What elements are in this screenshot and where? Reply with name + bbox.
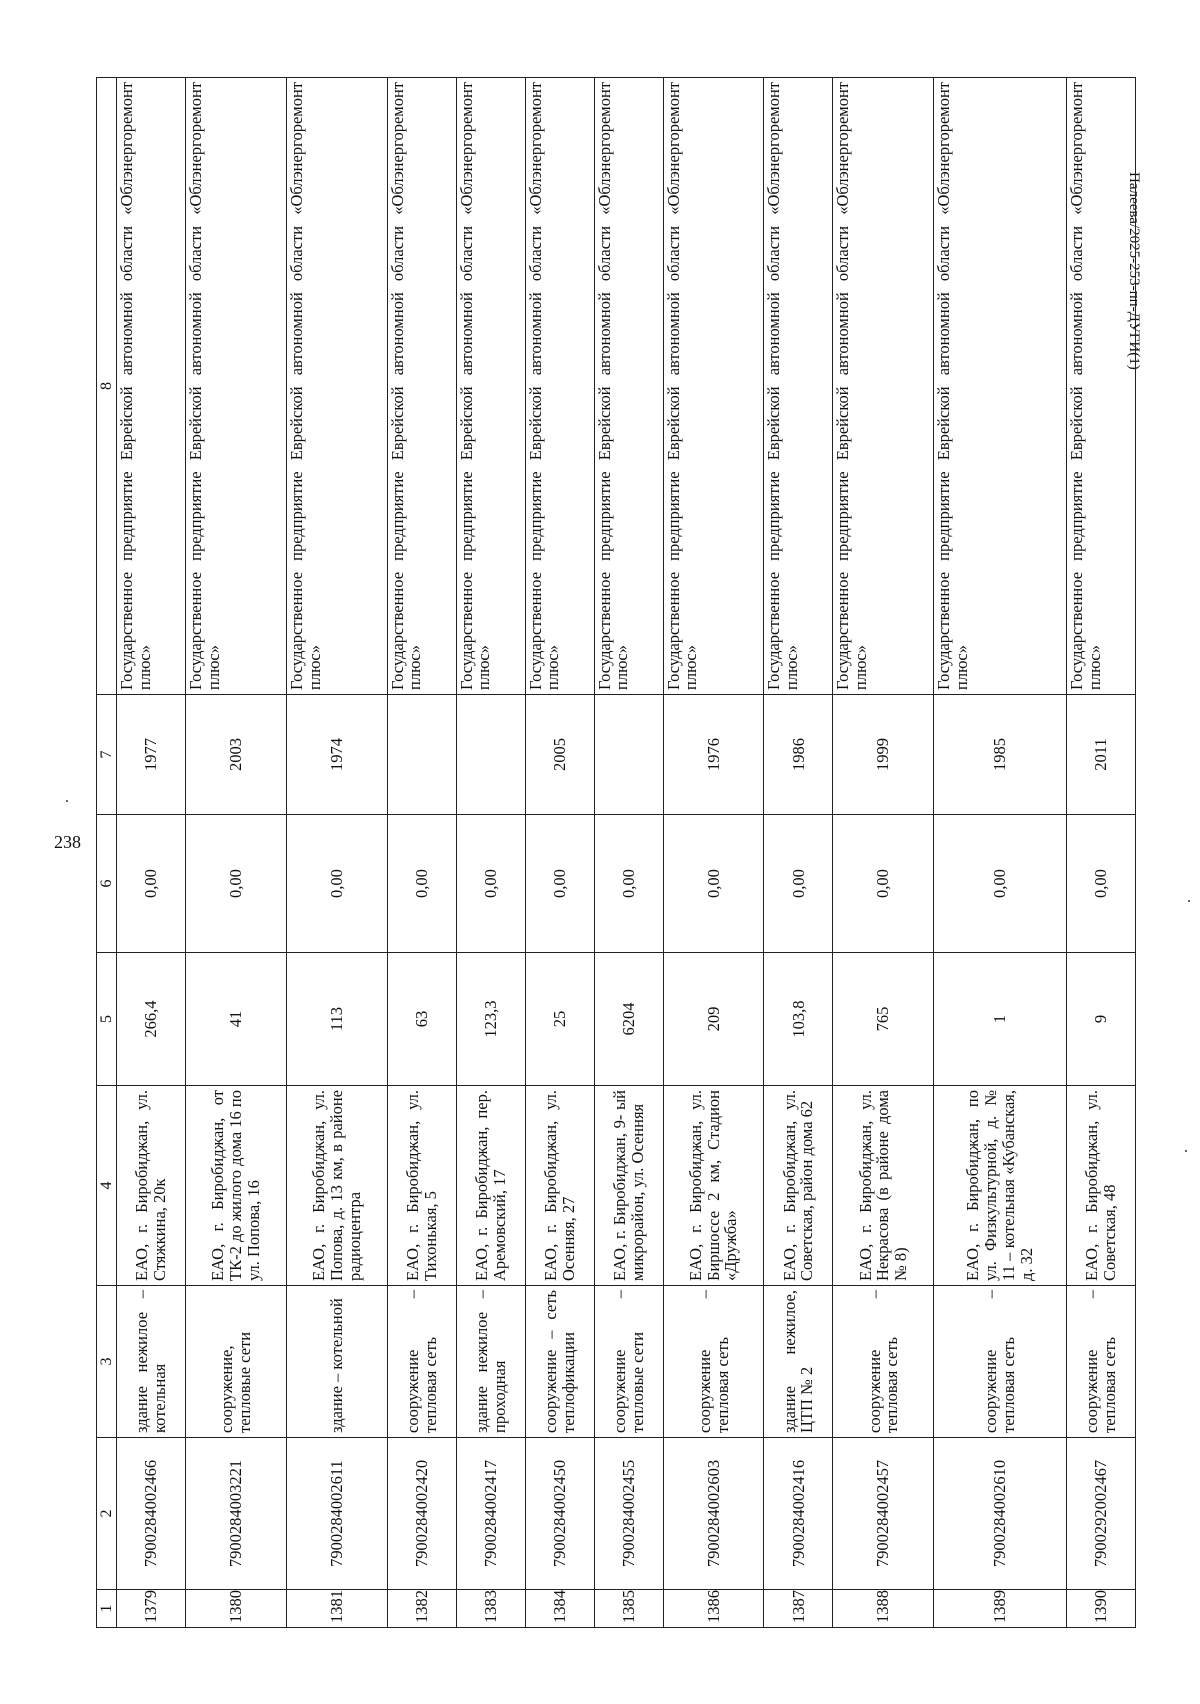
row-number: 1390 — [1066, 1590, 1135, 1628]
balance-value: 0,00 — [764, 815, 833, 953]
object-name: здание – котельной — [286, 1286, 387, 1438]
year-built: 1977 — [117, 695, 186, 815]
object-address: ЕАО, г. Биробиджан, ул. Стяжкина, 20к — [117, 1086, 186, 1286]
object-size: 113 — [286, 953, 387, 1086]
holder-name: Государственное предприятие Еврейской автономной области «Облэнергоремонт плюс» — [286, 78, 387, 695]
table-header-row — [97, 78, 117, 1628]
holder-name: Государственное предприятие Еврейской автономной области «Облэнергоремонт плюс» — [117, 78, 186, 695]
object-name: сооружение – тепловая сеть — [833, 1286, 934, 1438]
column-header: 3 — [97, 1286, 117, 1438]
column-header: 7 — [97, 695, 117, 815]
column-header: 6 — [97, 815, 117, 953]
cadastral-code: 7900284002457 — [833, 1438, 934, 1590]
row-number: 1380 — [186, 1590, 287, 1628]
holder-name: Государственное предприятие Еврейской автономной области «Облэнергоремонт плюс» — [186, 78, 287, 695]
table-row — [934, 78, 1067, 1628]
table-row — [594, 78, 663, 1628]
balance-value: 0,00 — [1066, 815, 1135, 953]
year-built: 2003 — [186, 695, 287, 815]
cadastral-code: 7900284002603 — [663, 1438, 764, 1590]
row-number: 1379 — [117, 1590, 186, 1628]
row-number: 1384 — [525, 1590, 594, 1628]
object-name: сооружение, тепловые сети — [186, 1286, 287, 1438]
object-name: сооружение – сеть теплофикации — [525, 1286, 594, 1438]
object-size: 765 — [833, 953, 934, 1086]
year-built: 1985 — [934, 695, 1067, 815]
cadastral-code: 7900284002466 — [117, 1438, 186, 1590]
object-name: здание нежилое – проходная — [456, 1286, 525, 1438]
rotated-table-container — [96, 78, 1136, 1628]
cadastral-code: 7900284002450 — [525, 1438, 594, 1590]
cadastral-code: 7900284002611 — [286, 1438, 387, 1590]
holder-name: Государственное предприятие Еврейской автономной области «Облэнергоремонт плюс» — [833, 78, 934, 695]
balance-value: 0,00 — [833, 815, 934, 953]
table-row — [456, 78, 525, 1628]
object-size: 209 — [663, 953, 764, 1086]
row-number: 1383 — [456, 1590, 525, 1628]
object-size: 266,4 — [117, 953, 186, 1086]
object-size: 63 — [387, 953, 456, 1086]
object-address: ЕАО, г. Биробиджан, по ул. Физкультурной, д. № 11 – котельная «Кубанская, д. 32 — [934, 1086, 1067, 1286]
object-address: ЕАО, г. Биробиджан, пер. Аремовский, 17 — [456, 1086, 525, 1286]
cadastral-code: 7900284003221 — [186, 1438, 287, 1590]
row-number: 1382 — [387, 1590, 456, 1628]
year-built — [594, 695, 663, 815]
year-built: 1986 — [764, 695, 833, 815]
footer-reference: Палеева/2025-253-пп-ДУГИ(1) — [1126, 172, 1142, 370]
object-address: ЕАО, г. Биробиджан, ул. Некрасова (в районе дома № 8) — [833, 1086, 934, 1286]
year-built: 2005 — [525, 695, 594, 815]
row-number: 1389 — [934, 1590, 1067, 1628]
cadastral-code: 7900284002610 — [934, 1438, 1067, 1590]
table-row — [186, 78, 287, 1628]
row-number: 1381 — [286, 1590, 387, 1628]
table-row — [1066, 78, 1135, 1628]
balance-value: 0,00 — [117, 815, 186, 953]
object-address: ЕАО, г. Биробиджан, ул. Тихонькая, 5 — [387, 1086, 456, 1286]
object-name: сооружение – тепловая сеть — [387, 1286, 456, 1438]
row-number: 1385 — [594, 1590, 663, 1628]
column-header: 2 — [97, 1438, 117, 1590]
scan-dot — [1185, 1150, 1187, 1152]
column-header: 1 — [97, 1590, 117, 1628]
table-row — [525, 78, 594, 1628]
balance-value: 0,00 — [456, 815, 525, 953]
cadastral-code: 7900284002416 — [764, 1438, 833, 1590]
column-header: 4 — [97, 1086, 117, 1286]
object-size: 1 — [934, 953, 1067, 1086]
cadastral-code: 7900284002455 — [594, 1438, 663, 1590]
table-row — [663, 78, 764, 1628]
table-row — [387, 78, 456, 1628]
year-built — [456, 695, 525, 815]
table-row — [117, 78, 186, 1628]
object-size: 25 — [525, 953, 594, 1086]
year-built: 2011 — [1066, 695, 1135, 815]
year-built: 1976 — [663, 695, 764, 815]
row-number: 1386 — [663, 1590, 764, 1628]
object-address: ЕАО, г. Биробиджан, 9- ый микрорайон, ул. Осенняя — [594, 1086, 663, 1286]
balance-value: 0,00 — [387, 815, 456, 953]
object-name: сооружение – тепловая сеть — [1066, 1286, 1135, 1438]
row-number: 1388 — [833, 1590, 934, 1628]
year-built: 1974 — [286, 695, 387, 815]
object-name: здание нежилое, ЦТП № 2 — [764, 1286, 833, 1438]
year-built — [387, 695, 456, 815]
object-address: ЕАО, г. Биробиджан, ул. Попова, д. 13 км, в районе радиоцентра — [286, 1086, 387, 1286]
object-address: ЕАО, г. Биробиджан, от ТК-2 до жилого дома 16 по ул. Попова, 16 — [186, 1086, 287, 1286]
holder-name: Государственное предприятие Еврейской автономной области «Облэнергоремонт плюс» — [663, 78, 764, 695]
table-row — [833, 78, 934, 1628]
object-address: ЕАО, г. Биробиджан, ул. Советская, район дома 62 — [764, 1086, 833, 1286]
holder-name: Государственное предприятие Еврейской автономной области «Облэнергоремонт плюс» — [934, 78, 1067, 695]
object-address: ЕАО, г. Биробиджан, ул. Осенняя, 27 — [525, 1086, 594, 1286]
cadastral-code: 7900284002417 — [456, 1438, 525, 1590]
object-address: ЕАО, г. Биробиджан, ул. Биршоссе 2 км, Стадион «Дружба» — [663, 1086, 764, 1286]
property-register-table — [96, 77, 1136, 1628]
scan-dot — [66, 800, 68, 802]
table-row — [286, 78, 387, 1628]
cadastral-code: 7900292002467 — [1066, 1438, 1135, 1590]
page-number: 238 — [54, 832, 81, 852]
holder-name: Государственное предприятие Еврейской автономной области «Облэнергоремонт плюс» — [387, 78, 456, 695]
object-name: здание нежилое – котельная — [117, 1286, 186, 1438]
holder-name: Государственное предприятие Еврейской автономной области «Облэнергоремонт плюс» — [1066, 78, 1135, 695]
balance-value: 0,00 — [934, 815, 1067, 953]
object-address: ЕАО, г. Биробиджан, ул. Советская, 48 — [1066, 1086, 1135, 1286]
holder-name: Государственное предприятие Еврейской автономной области «Облэнергоремонт плюс» — [594, 78, 663, 695]
holder-name: Государственное предприятие Еврейской автономной области «Облэнергоремонт плюс» — [764, 78, 833, 695]
balance-value: 0,00 — [286, 815, 387, 953]
column-header: 8 — [97, 78, 117, 695]
object-size: 9 — [1066, 953, 1135, 1086]
balance-value: 0,00 — [594, 815, 663, 953]
balance-value: 0,00 — [525, 815, 594, 953]
object-size: 41 — [186, 953, 287, 1086]
column-header: 5 — [97, 953, 117, 1086]
object-name: сооружение – тепловые сети — [594, 1286, 663, 1438]
object-size: 123,3 — [456, 953, 525, 1086]
balance-value: 0,00 — [663, 815, 764, 953]
balance-value: 0,00 — [186, 815, 287, 953]
year-built: 1999 — [833, 695, 934, 815]
table-row — [764, 78, 833, 1628]
scan-dot — [1188, 900, 1190, 902]
holder-name: Государственное предприятие Еврейской автономной области «Облэнергоремонт плюс» — [456, 78, 525, 695]
object-name: сооружение – тепловая сеть — [934, 1286, 1067, 1438]
object-size: 103,8 — [764, 953, 833, 1086]
row-number: 1387 — [764, 1590, 833, 1628]
object-size: 6204 — [594, 953, 663, 1086]
object-name: сооружение – тепловая сеть — [663, 1286, 764, 1438]
holder-name: Государственное предприятие Еврейской автономной области «Облэнергоремонт плюс» — [525, 78, 594, 695]
cadastral-code: 7900284002420 — [387, 1438, 456, 1590]
